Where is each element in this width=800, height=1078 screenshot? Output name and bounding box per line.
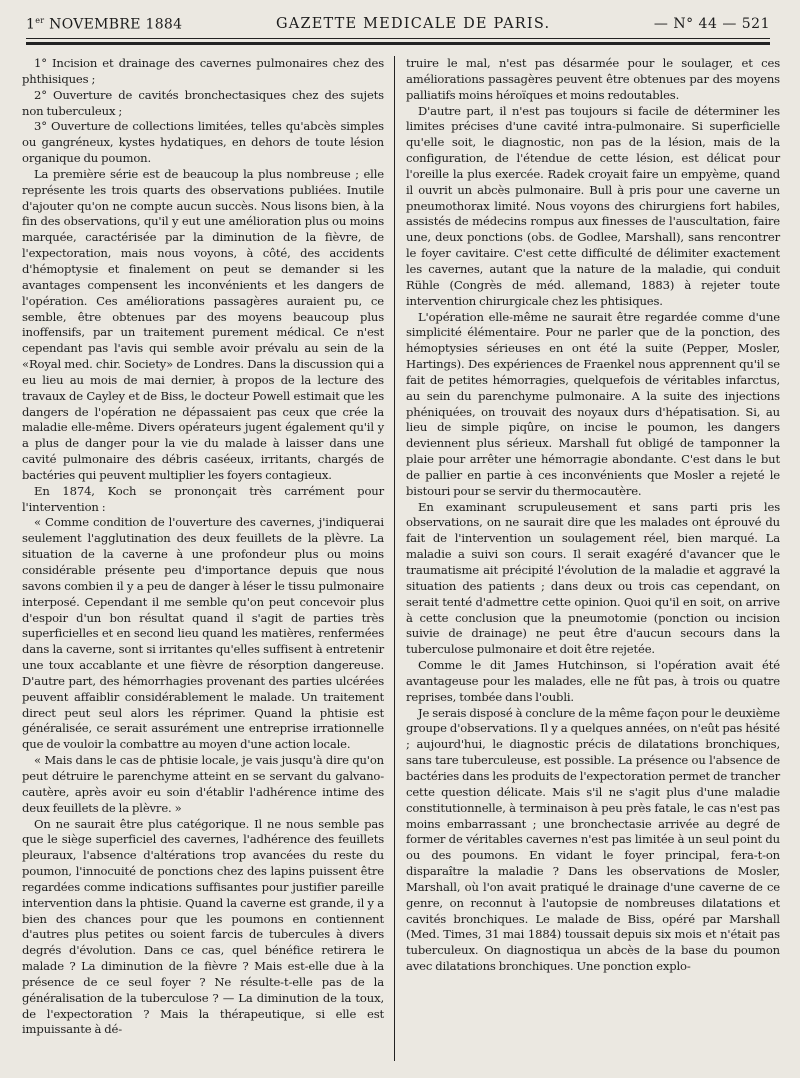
- paragraph: D'autre part, il n'est pas toujours si facile de déterminer les limites précises d'une cavité intra-pulmonaire. Si superficielle qu'elle soit, le diagnostic, non pas de la lésion, mais de la configuration, de l'étendue de cette lésion, est délicat pour l'oreille la plus exercée. Radek croyait faire un empyème, quand il ouvrit un abcès pulmonaire. Bull à pris pour une caverne un pneumothorax limité. Nous voyons des chirurgiens fort habiles, assistés de médecins rompus aux finesses de l'auscultation, faire une, deux ponctions (obs. de Godlee, Marshall), sans rencontrer le foyer cavitaire. C'est cette difficulté de délimiter exactement les cavernes, autant que la nature de la maladie, qui conduit Rühle (Congrès de méd. allemand, 1883) à rejeter toute intervention chirurgicale chez les phtisiques.: [406, 103, 780, 308]
- header-rule-thick: [26, 42, 770, 45]
- paragraph: truire le mal, n'est pas désarmée pour le soulager, et ces améliorations passagères peuvent être obtenues par des moyens palliatifs moins héroïques et moins redoutables.: [406, 56, 780, 102]
- header-title: GAZETTE MEDICALE DE PARIS.: [276, 16, 551, 32]
- paragraph: 3° Ouverture de collections limitées, telles qu'abcès simples ou gangréneux, kystes hydatiques, en dehors de toute lésion organique du poumon.: [22, 119, 384, 166]
- paragraph: La première série est de beaucoup la plus nombreuse ; elle représente les trois quarts des observations publiées. Inutile d'ajouter qu'on ne compte aucun succès. Nous lisons bien, à la fin des observations, qu'il y eut une amélioration plus ou moins marquée, caractérisée par la diminution de la fièvre, de l'expectoration, mais nous voyons, à côté, des accidents d'hémoptysie et finalement on peut se demander si les avantages compensent les inconvénients et les dangers de l'opération. Ces améliorations passagères auraient pu, ce semble, être obtenues par des moyens beaucoup plus inoffensifs, par un traitement purement médical. Ce n'est cependant pas l'avis qui semble avoir prévalu au sein de la «Royal med. chir. Society» de Londres. Dans la discussion qui a eu lieu au mois de mai dernier, à propos de la lecture des travaux de Cayley et de Biss, le docteur Powell estimait que les dangers de l'opération ne dépassaient pas ceux que crée la maladie elle-même. Divers opérateurs jugent également qu'il y a plus de danger pour la vie du malade à laisser dans une cavité pulmonaire des débris caséeux, irritants, chargés de bactéries qui peuvent multiplier les foyers contagieux.: [22, 166, 384, 482]
- header-rule-thin: [26, 38, 770, 39]
- right-column: [406, 56, 780, 975]
- column-divider: [394, 56, 395, 1061]
- header-issue-page: — N° 44 — 521: [653, 16, 770, 32]
- paragraph: « Comme condition de l'ouverture des cavernes, j'indiquerai seulement l'agglutination des deux feuillets de la plèvre. La situation de la caverne à une profondeur plus ou moins considérable présente peu d'importance depuis que nous savons combien il y a peu de danger à léser le tissu pulmonaire interposé. Cependant il me semble qu'on peut concevoir plus d'espoir d'un bon résultat quand il s'agit de parties très superficielles et en second lieu quand les matières, renfermées dans la caverne, sont si irritantes qu'elles suffisent à entretenir une toux accablante et une fièvre de résorption dangereuse. D'autre part, des hémorrhagies provenant des parties ulcérées peuvent affaiblir considérablement le malade. Un traitement direct peut seul alors les réprimer. Quand la phtisie est généralisée, ce serait assurément une entreprise irrationnelle que de vouloir la combattre au moyen d'une action locale.: [22, 515, 384, 752]
- paragraph: On ne saurait être plus catégorique. Il ne nous semble pas que le siège superficiel des cavernes, l'adhérence des feuillets pleuraux, l'absence d'altérations trop avancées du reste du poumon, l'innocuité de ponctions chez des lapins puissent être regardées comme indications suffisantes pour justifier pareille intervention dans la phtisie. Quand la caverne est grande, il y a bien des chances pour que les poumons en contiennent d'autres plus petites ou soient farcis de tubercules à divers degrés d'évolution. Dans ce cas, quel bénéfice retirera le malade ? La diminution de la fièvre ? Mais est-elle due à la présence de ce seul foyer ? Ne résulte-t-elle pas de la généralisation de la tuberculose ? — La diminution de la toux, de l'expectoration ? Mais la thérapeutique, si elle est impuissante à dé-: [22, 816, 384, 1037]
- paragraph: Comme le dit James Hutchinson, si l'opération avait été avantageuse pour les malades, elle ne fût pas, à trois ou quatre reprises, tombée dans l'oubli.: [406, 658, 780, 704]
- paragraph: En examinant scrupuleusement et sans parti pris les observations, on ne saurait dire que les malades ont éprouvé du fait de l'intervention un soulagement réel, bien marqué. La maladie a suivi son cours. Il serait exagéré d'avancer que le traumatisme ait précipité l'évolution de la maladie et aggravé la situation des patients ; dans deux ou trois cas cependant, on serait tenté d'admettre cette opinion. Quoi qu'il en soit, on arrive à cette conclusion que la pneumotomie (ponction ou incision suivie de drainage) ne peut être d'aucun secours dans la tuberculose pulmonaire et doit être rejetée.: [406, 499, 780, 657]
- paragraph: En 1874, Koch se prononçait très carrément pour l'intervention :: [22, 483, 384, 514]
- paragraph: L'opération elle-même ne saurait être regardée comme d'une simplicité élémentaire. Pour ne parler que de la ponction, des hémoptysies sérieuses en ont été la suite (Pepper, Mosler, Hartings). Des expériences de Fraenkel nous apprennent qu'il se fait de petites hémorragies, quelquefois de véritables infarctus, au sein du parenchyme pulmonaire. A la suite des injections phéniquées, on trouvait des noyaux durs d'hépatisation. Si, au lieu de simple piqûre, on incise le poumon, les dangers deviennent plus sérieux. Marshall fut obligé de tamponner la plaie pour arrêter une hémorragie abondante. C'est dans le but de pallier en partie à ces inconvénients que Mosler a rejeté le bistouri pour se servir du thermocautère.: [406, 309, 780, 498]
- paragraph: « Mais dans le cas de phtisie locale, je vais jusqu'à dire qu'on peut détruire le parenchyme atteint en se servant du galvano-cautère, après avoir eu soin d'établir l'adhérence intime des deux feuillets de la plèvre. »: [22, 753, 384, 815]
- paragraph: Je serais disposé à conclure de la même façon pour le deuxième groupe d'observations. Il y a quelques années, on n'eût pas hésité ; aujourd'hui, le diagnostic précis de dilatations bronchiques, sans tare tuberculeuse, est possible. La présence ou l'absence de bactéries dans les produits de l'expectoration permet de trancher cette question délicate. Mais s'il ne s'agit plus d'une maladie constitutionnelle, à terminaison à peu près fatale, le cas n'est pas moins embarrassant ; une bronchectasie arrivée au degré de former de véritables cavernes n'est pas limitée à un seul point du ou des poumons. En vidant le foyer principal, fera-t-on disparaître la maladie ? Dans les observations de Mosler, Marshall, où l'on avait pratiqué le drainage d'une caverne de ce genre, on reconnut à l'autopsie de nombreuses dilatations et cavités bronchiques. Le malade de Biss, opéré par Marshall (Med. Times, 31 mai 1884) toussait depuis six mois et n'était pas tuberculeux. On diagnostiqua un abcès de la base du poumon avec dilatations bronchiques. Une ponction explo-: [406, 705, 780, 974]
- page-header: [26, 12, 770, 38]
- paragraph: 2° Ouverture de cavités bronchectasiques chez des sujets non tuberculeux ;: [22, 87, 384, 118]
- header-date: 1er NOVEMBRE 1884: [26, 16, 183, 33]
- paragraph: 1° Incision et drainage des cavernes pulmonaires chez des phthisiques ;: [22, 56, 384, 86]
- left-column: [22, 56, 384, 1038]
